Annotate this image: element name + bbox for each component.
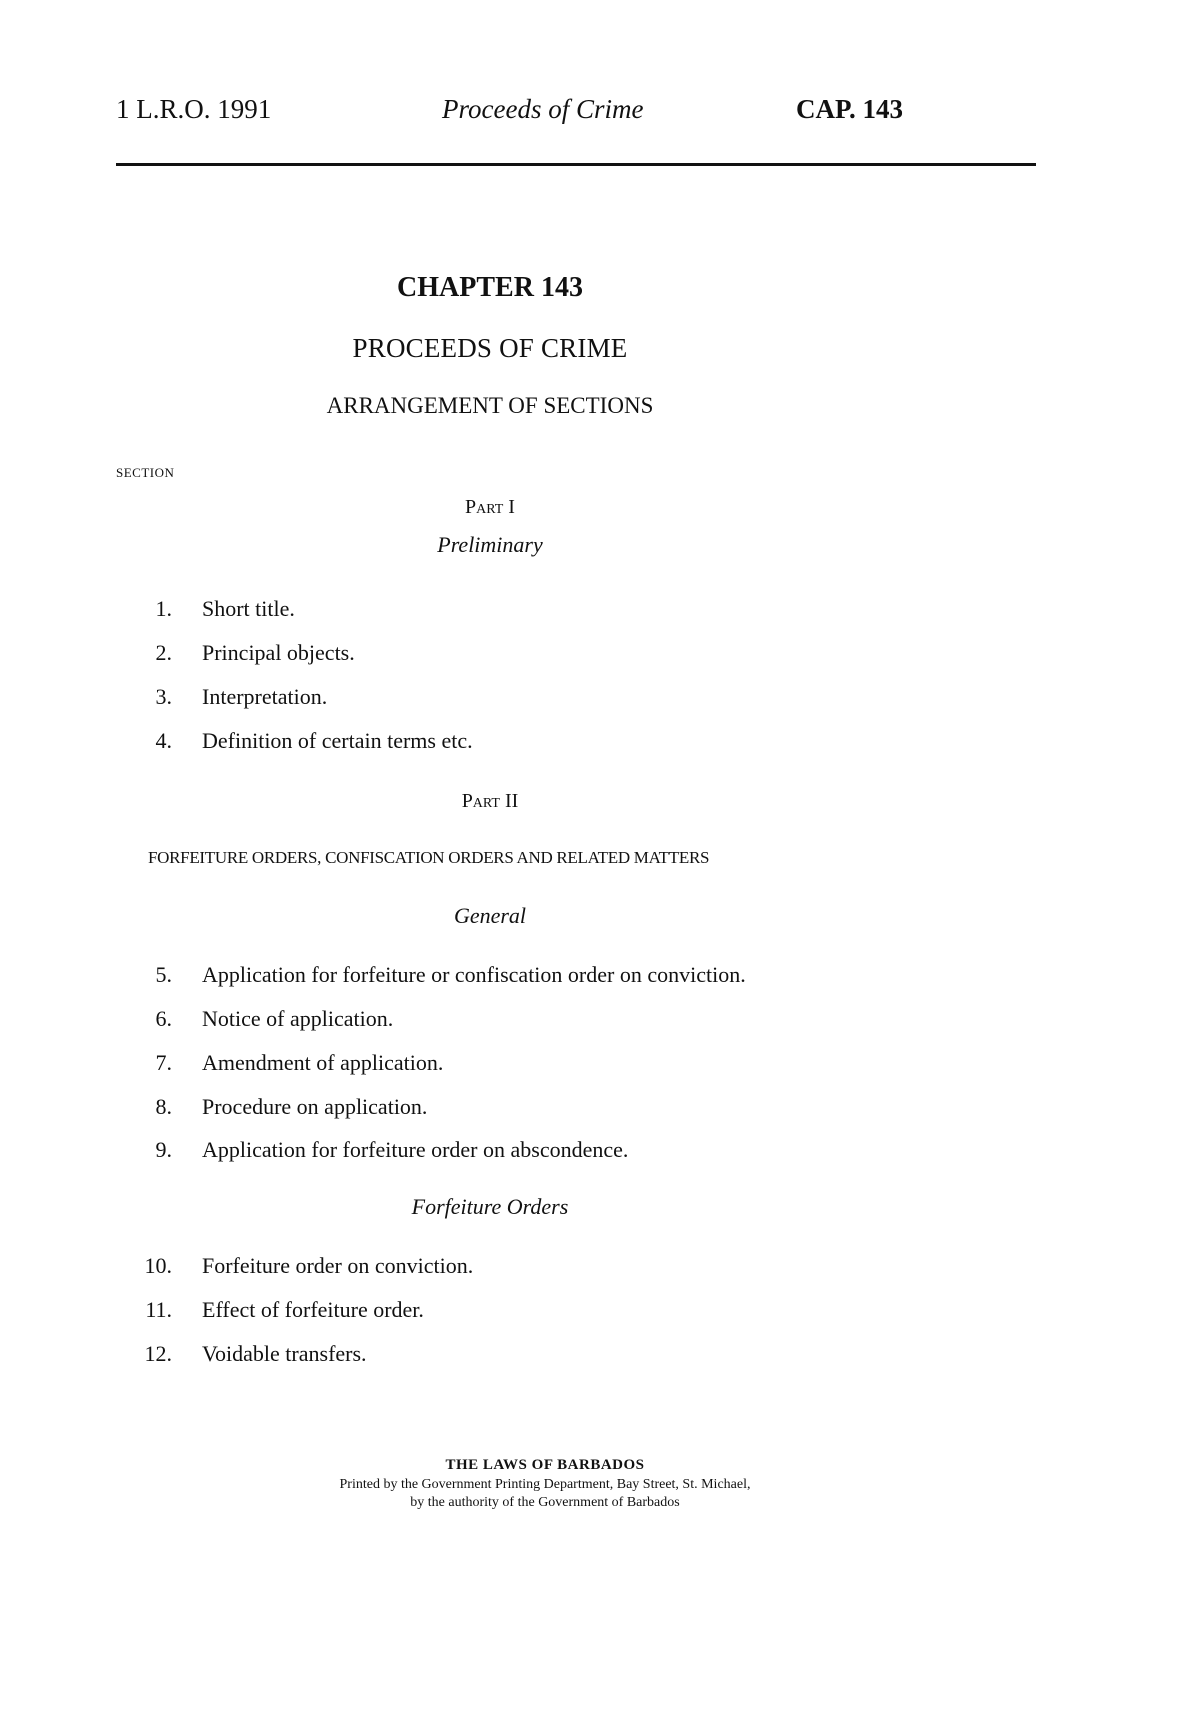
act-title: PROCEEDS OF CRIME	[352, 333, 628, 363]
part-1-subtitle: Preliminary	[437, 532, 543, 557]
general-subtitle: General	[453, 903, 527, 928]
section-number: 7.	[155, 1050, 172, 1075]
section-number: 8.	[155, 1094, 172, 1119]
part-2-caption: FORFEITURE ORDERS, CONFISCATION ORDERS AND RELATED MATTERS	[148, 848, 710, 867]
section-title: Voidable transfers.	[202, 1341, 367, 1366]
header-chapter-number: CAP. 143	[796, 94, 904, 124]
section-number: 6.	[155, 1006, 172, 1031]
footer-printer-line: Printed by the Government Printing Department, Bay Street, St. Michael,	[339, 1477, 751, 1492]
running-header	[116, 94, 1036, 134]
section-title: Amendment of application.	[202, 1050, 444, 1075]
section-number: 4.	[155, 728, 172, 753]
header-act-name: Proceeds of Crime	[442, 94, 644, 124]
section-title: Effect of forfeiture order.	[202, 1297, 424, 1322]
section-title: Short title.	[202, 596, 295, 621]
section-title: Definition of certain terms etc.	[202, 728, 473, 753]
header-edition: 1 L.R.O. 1991	[116, 94, 272, 124]
forfeiture-orders-subtitle: Forfeiture Orders	[411, 1194, 569, 1219]
footer-authority-line: by the authority of the Government of Barbados	[410, 1495, 680, 1510]
chapter-title: CHAPTER 143	[397, 272, 583, 303]
section-number: 5.	[155, 962, 172, 987]
section-column-label: SECTION	[116, 465, 175, 480]
part-1-heading: Part I	[465, 496, 515, 518]
section-number: 10.	[144, 1253, 172, 1278]
section-title: Forfeiture order on conviction.	[202, 1253, 474, 1278]
section-title: Application for forfeiture order on abscondence.	[202, 1137, 629, 1162]
footer-title: THE LAWS OF BARBADOS	[445, 1457, 645, 1473]
section-title: Procedure on application.	[202, 1094, 428, 1119]
section-number: 12.	[144, 1341, 172, 1366]
section-number: 2.	[155, 640, 172, 665]
section-title: Application for forfeiture or confiscation order on conviction.	[202, 962, 746, 987]
arrangement-title: ARRANGEMENT OF SECTIONS	[326, 393, 654, 418]
section-number: 11.	[145, 1297, 172, 1322]
section-number: 3.	[155, 684, 172, 709]
section-title: Principal objects.	[202, 640, 355, 665]
part-2-heading: Part II	[461, 790, 519, 812]
header-rule	[116, 163, 1036, 166]
section-number: 9.	[155, 1137, 172, 1162]
section-title: Notice of application.	[202, 1006, 394, 1031]
section-number: 1.	[155, 596, 172, 621]
section-title: Interpretation.	[202, 684, 328, 709]
